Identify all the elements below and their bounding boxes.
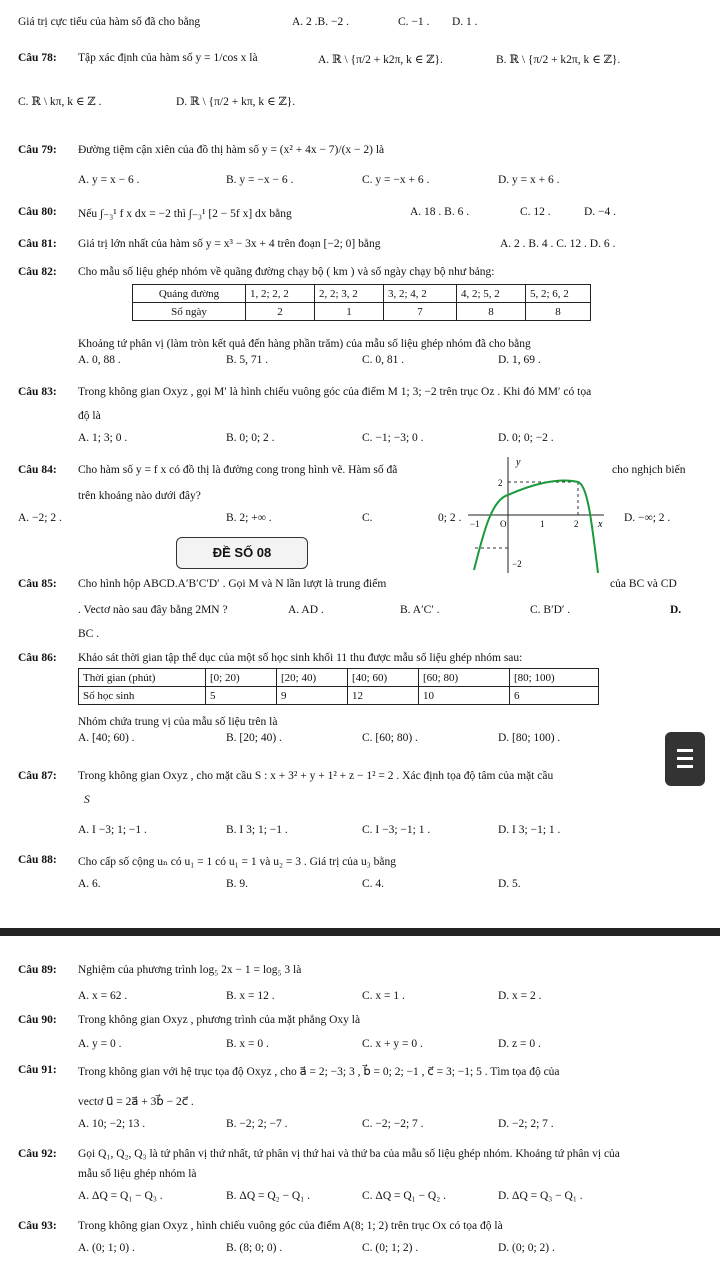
q93-text: Trong không gian Oxyz , hình chiếu vuông góc của điểm A(8; 1; 2) trên trục Ox có tọa độ là	[78, 1220, 503, 1232]
q82-option-a: A. 0, 88 .	[78, 354, 121, 366]
q84-option-b: B. 2; +∞ .	[226, 512, 272, 524]
table-cell: 2, 2; 3, 2	[315, 285, 384, 303]
q86-table	[78, 668, 599, 705]
q86-option-a: A. [40; 60) .	[78, 732, 135, 744]
q81-label: Câu 81:	[18, 238, 57, 250]
q86-label: Câu 86:	[18, 652, 57, 664]
q92-option-c: C. ΔQ = Q₁ − Q₂ .	[362, 1190, 446, 1202]
table-cell: 4, 2; 5, 2	[457, 285, 526, 303]
q80-text: Nếu ∫₋₃¹ f x dx = −2 thì ∫₋₃¹ [2 − 5f x] dx bằng	[78, 208, 292, 220]
q89-option-b: B. x = 12 .	[226, 990, 275, 1002]
table-row	[79, 669, 599, 687]
q79-label: Câu 79:	[18, 144, 57, 156]
table-cell: [20; 40)	[277, 669, 348, 687]
q87-text-2: S	[84, 794, 90, 806]
q85-option-b: B. A′C′ .	[400, 604, 440, 616]
q81-options: A. 2 . B. 4 . C. 12 . D. 6 .	[500, 238, 616, 250]
q83-option-d: D. 0; 0; −2 .	[498, 432, 554, 444]
q93-option-d: D. (0; 0; 2) .	[498, 1242, 555, 1254]
q86-text: Khảo sát thời gian tập thể dục của một số học sinh khối 11 thu được mẫu số liệu ghép nhóm sau:	[78, 652, 523, 664]
q82-note: Khoảng tứ phân vị (làm tròn kết quả đến hàng phần trăm) của mẫu số liệu ghép nhóm đã cho bằng	[78, 338, 531, 350]
q90-option-b: B. x = 0 .	[226, 1038, 269, 1050]
q85-option-a: A. AD .	[288, 604, 324, 616]
table-cell: 12	[348, 687, 419, 705]
q85-text: Cho hình hộp ABCD.A′B′C′D′ . Gọi M và N lần lượt là trung điểm	[78, 578, 387, 590]
q82-text: Cho mẫu số liệu ghép nhóm về quãng đường chạy bộ ( km ) và số ngày chạy bộ như bảng:	[78, 266, 495, 278]
q78-text: Tập xác định của hàm số y = 1/cos x là	[78, 52, 258, 64]
q93-label: Câu 93:	[18, 1220, 57, 1232]
q93-option-b: B. (8; 0; 0) .	[226, 1242, 283, 1254]
q89-option-a: A. x = 62 .	[78, 990, 128, 1002]
q79-text: Đường tiệm cận xiên của đồ thị hàm số y = (x² + 4x − 7)/(x − 2) là	[78, 144, 385, 156]
q85-text-right: của BC và CD	[610, 578, 677, 590]
q78-label: Câu 78:	[18, 52, 57, 64]
q90-option-a: A. y = 0 .	[78, 1038, 122, 1050]
y-label: y	[516, 457, 521, 468]
q92-text: Gọi Q₁, Q₂, Q₃ là tứ phân vị thứ nhất, tứ phân vị thứ hai và thứ ba của mẫu số liệu ghép nhóm. Khoảng tứ phân vị của	[78, 1148, 620, 1160]
q84-option-d: D. −∞; 2 .	[624, 512, 671, 524]
table-cell: 3, 2; 4, 2	[384, 285, 457, 303]
q85-label: Câu 85:	[18, 578, 57, 590]
q92-option-a: A. ΔQ = Q₁ − Q₃ .	[78, 1190, 163, 1202]
q88-option-c: C. 4.	[362, 878, 385, 890]
table-cell: 7	[384, 303, 457, 321]
q80-option-ab: A. 18 . B. 6 .	[410, 206, 470, 218]
q85-option-c: C. B′D′ .	[530, 604, 571, 616]
q86-option-d: D. [80; 100) .	[498, 732, 561, 744]
q90-option-d: D. z = 0 .	[498, 1038, 541, 1050]
prev-option-ab: A. 2 .B. −2 .	[292, 16, 349, 28]
table-row	[133, 285, 591, 303]
q82-option-b: B. 5, 71 .	[226, 354, 269, 366]
q88-label: Câu 88:	[18, 854, 57, 866]
table-cell: Số ngày	[133, 303, 246, 321]
curve	[474, 480, 598, 573]
q84-option-c: C.	[362, 512, 373, 524]
table-cell: 8	[526, 303, 591, 321]
q88-text: Cho cấp số cộng uₙ có u₁ = 1 có u₁ = 1 và u₂ = 3 . Giá trị của u₃ bằng	[78, 856, 397, 868]
q84-label: Câu 84:	[18, 464, 57, 476]
q85-option-d-value: BC .	[78, 628, 100, 640]
table-cell: Thời gian (phút)	[79, 669, 206, 687]
q86-note: Nhóm chứa trung vị của mẫu số liệu trên là	[78, 716, 278, 728]
q78-option-c: C. ℝ \ kπ, k ∈ ℤ .	[18, 96, 102, 108]
q89-label: Câu 89:	[18, 964, 57, 976]
q92-label: Câu 92:	[18, 1148, 57, 1160]
prev-question-text: Giá trị cực tiểu của hàm số đã cho bằng	[18, 16, 201, 28]
q87-text: Trong không gian Oxyz , cho mặt cầu S : x + 3² + y + 1² + z − 1² = 2 . Xác định tọa độ tâm của mặt cầu	[78, 770, 554, 782]
table-cell: 9	[277, 687, 348, 705]
table-cell: [80; 100)	[510, 669, 599, 687]
q90-label: Câu 90:	[18, 1014, 57, 1026]
q90-option-c: C. x + y = 0 .	[362, 1038, 423, 1050]
q85-text-2: . Vectơ nào sau đây bằng 2MN ?	[78, 604, 228, 616]
exam-title-badge: ĐỀ SỐ 08	[176, 537, 308, 569]
q90-text: Trong không gian Oxyz , phương trình của mặt phẳng Oxy là	[78, 1014, 361, 1026]
q82-table	[132, 284, 591, 321]
q84-text-2: trên khoảng nào dưới đây?	[78, 490, 201, 502]
table-row	[133, 303, 591, 321]
q80-label: Câu 80:	[18, 206, 57, 218]
table-row	[79, 687, 599, 705]
table-cell: [60; 80)	[419, 669, 510, 687]
q89-text: Nghiệm của phương trình log₅ 2x − 1 = log₅ 3 là	[78, 964, 302, 976]
q78-option-b: B. ℝ \ {π/2 + k2π, k ∈ ℤ}.	[496, 54, 621, 66]
tick-x1: 1	[540, 519, 545, 529]
table-cell: Quảng đường	[133, 285, 246, 303]
tick-x2: 2	[574, 519, 579, 529]
q92-text-2: mẫu số liệu ghép nhóm là	[78, 1168, 197, 1180]
table-cell: 6	[510, 687, 599, 705]
q83-option-b: B. 0; 0; 2 .	[226, 432, 275, 444]
page-separator	[0, 928, 720, 936]
q88-option-a: A. 6.	[78, 878, 101, 890]
q79-option-a: A. y = x − 6 .	[78, 174, 140, 186]
table-cell: 5, 2; 6, 2	[526, 285, 591, 303]
q86-option-b: B. [20; 40) .	[226, 732, 282, 744]
q79-option-c: C. y = −x + 6 .	[362, 174, 430, 186]
q88-option-d: D. 5.	[498, 878, 521, 890]
q86-option-c: C. [60; 80) .	[362, 732, 418, 744]
q91-label: Câu 91:	[18, 1064, 57, 1076]
q79-option-b: B. y = −x − 6 .	[226, 174, 294, 186]
q87-option-a: A. I −3; 1; −1 .	[78, 824, 147, 836]
prev-option-d: D. 1 .	[452, 16, 478, 28]
table-cell: 10	[419, 687, 510, 705]
q87-option-b: B. I 3; 1; −1 .	[226, 824, 288, 836]
q78-option-a: A. ℝ \ {π/2 + k2π, k ∈ ℤ}.	[318, 54, 443, 66]
q84-text: Cho hàm số y = f x có đồ thị là đường cong trong hình vẽ. Hàm số đã	[78, 464, 398, 476]
q82-label: Câu 82:	[18, 266, 57, 278]
q83-text: Trong không gian Oxyz , gọi M′ là hình chiếu vuông góc của điểm M 1; 3; −2 trên trục Oz . Khi đó MM′ có tọa	[78, 386, 592, 398]
q92-option-b: B. ΔQ = Q₂ − Q₁ .	[226, 1190, 310, 1202]
x-label: x	[598, 519, 603, 530]
q83-option-a: A. 1; 3; 0 .	[78, 432, 128, 444]
q84-graph	[468, 455, 608, 575]
q93-option-a: A. (0; 1; 0) .	[78, 1242, 135, 1254]
q84-text-right: cho nghịch biến	[612, 464, 686, 476]
q88-option-b: B. 9.	[226, 878, 249, 890]
q87-label: Câu 87:	[18, 770, 57, 782]
q78-option-d: D. ℝ \ {π/2 + kπ, k ∈ ℤ}.	[176, 96, 296, 108]
table-cell: [40; 60)	[348, 669, 419, 687]
q89-option-d: D. x = 2 .	[498, 990, 542, 1002]
q91-option-b: B. −2; 2; −7 .	[226, 1118, 288, 1130]
q82-option-c: C. 0, 81 .	[362, 354, 405, 366]
tick-ym2: −2	[512, 559, 522, 569]
q79-option-d: D. y = x + 6 .	[498, 174, 560, 186]
table-cell: 8	[457, 303, 526, 321]
q83-label: Câu 83:	[18, 386, 57, 398]
q83-text-2: độ là	[78, 410, 101, 422]
q87-option-d: D. I 3; −1; 1 .	[498, 824, 561, 836]
q80-option-d: D. −4 .	[584, 206, 617, 218]
q81-text: Giá trị lớn nhất của hàm số y = x³ − 3x + 4 trên đoạn [−2; 0] bằng	[78, 238, 381, 250]
table-cell: Số học sinh	[79, 687, 206, 705]
q91-option-d: D. −2; 2; 7 .	[498, 1118, 554, 1130]
q92-option-d: D. ΔQ = Q₃ − Q₁ .	[498, 1190, 583, 1202]
q91-text: Trong không gian với hệ trục tọa độ Oxyz , cho a⃗ = 2; −3; 3 , b⃗ = 0; 2; −1 , c⃗ = 3; −1; 5 . Tìm tọa độ của	[78, 1066, 560, 1078]
tick-xm1: −1	[470, 519, 480, 529]
table-cell: 1, 2; 2, 2	[246, 285, 315, 303]
q89-option-c: C. x = 1 .	[362, 990, 405, 1002]
table-cell: 1	[315, 303, 384, 321]
table-cell: 5	[206, 687, 277, 705]
prev-option-c: C. −1 .	[398, 16, 430, 28]
q91-option-a: A. 10; −2; 13 .	[78, 1118, 146, 1130]
q91-text-2: vectơ u⃗ = 2a⃗ + 3b⃗ − 2c⃗ .	[78, 1096, 194, 1108]
q84-option-a: A. −2; 2 .	[18, 512, 62, 524]
q93-option-c: C. (0; 1; 2) .	[362, 1242, 419, 1254]
tick-y2: 2	[498, 478, 503, 488]
q80-option-c: C. 12 .	[520, 206, 551, 218]
table-cell: [0; 20)	[206, 669, 277, 687]
q82-option-d: D. 1, 69 .	[498, 354, 541, 366]
tick-origin: O	[500, 519, 507, 529]
q91-option-c: C. −2; −2; 7 .	[362, 1118, 424, 1130]
q87-option-c: C. I −3; −1; 1 .	[362, 824, 431, 836]
q85-option-d: D.	[670, 604, 682, 616]
q83-option-c: C. −1; −3; 0 .	[362, 432, 424, 444]
q84-option-c-value: 0; 2 .	[438, 512, 462, 524]
table-cell: 2	[246, 303, 315, 321]
